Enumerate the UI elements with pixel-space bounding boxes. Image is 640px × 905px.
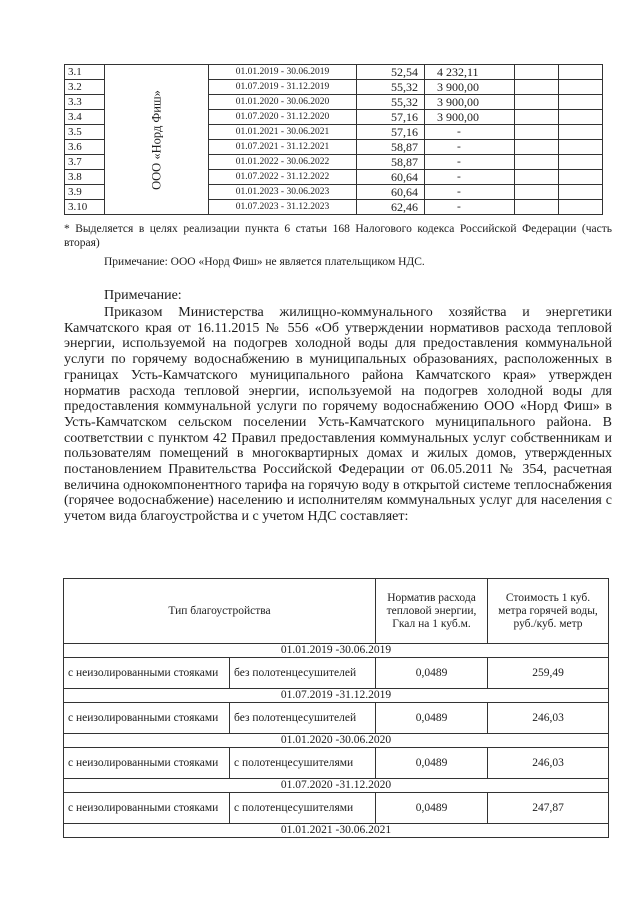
empty-cell [559,185,603,200]
towel-dryer-type: с полотенцесушителями [230,793,376,824]
table-row [64,748,609,779]
riser-type: с неизолированными стояками [64,703,230,734]
empty-cell [515,155,559,170]
row-number: 3.6 [65,140,105,155]
period: 01.01.2019 - 30.06.2019 [209,65,357,80]
period: 01.07.2020 - 31.12.2020 [209,110,357,125]
water-cost: 246,03 [488,703,609,734]
table-row [64,793,609,824]
vat-note: Примечание: ООО «Норд Фиш» не является плательщиком НДС. [104,256,425,268]
organization-cell [105,65,209,215]
period-row [64,644,609,658]
header-cost: Стоимость 1 куб. метра горячей воды, руб./куб. метр [488,579,609,644]
period-label: 01.07.2019 -31.12.2019 [64,689,609,703]
period-row [64,824,609,838]
period-label: 01.01.2019 -30.06.2019 [64,644,609,658]
water-cost: 246,03 [488,748,609,779]
empty-cell [559,125,603,140]
header-type: Тип благоустройства [64,579,376,644]
empty-cell [559,65,603,80]
period: 01.07.2021 - 31.12.2021 [209,140,357,155]
period-label: 01.07.2020 -31.12.2020 [64,779,609,793]
water-cost: 247,87 [488,793,609,824]
remark-paragraph: Приказом Министерства жилищно-коммунального хозяйства и энергетики Камчатского края от 16.11.2015 № 556 «Об утверждении нормативов расхода тепловой энергии, используемой на подогрев холодной воды для предоставления коммунальной услуги по горячему водоснабжению в муниципальных образованиях, расположенных в границах Усть-Камчатского муниципального района Камчатского края» утвержден норматив расхода тепловой энергии, используемой на подогрев холодной воды для предоставления коммунальной услуги по горячему водоснабжению ООО «Норд Фиш» в Усть-Камчатском сельском поселении Усть-Камчатского муниципального района. В соответствии с пунктом 42 Правил предоставления коммунальных услуг собственникам и пользователям помещений в многоквартирных домах и жилых домов, утвержденных постановлением Правительства Российской Федерации от 06.05.2011 № 354, расчетная величина однокомпонентного тарифа на горячую воду в открытой системе теплоснабжения (горячее водоснабжение) населению и исполнителям коммунальных услуг для населения с учетом вида благоустройства и с учетом НДС составляет: [64,305,612,525]
empty-cell [515,95,559,110]
period: 01.07.2023 - 31.12.2023 [209,200,357,215]
empty-cell [515,80,559,95]
tariff-value-secondary: - [425,185,515,200]
empty-cell [515,185,559,200]
period: 01.01.2021 - 30.06.2021 [209,125,357,140]
empty-cell [515,200,559,215]
period-label: 01.01.2020 -30.06.2020 [64,734,609,748]
table-row [65,65,603,80]
empty-cell [559,140,603,155]
tariff-value: 60,64 [357,185,425,200]
row-number: 3.7 [65,155,105,170]
remark-title: Примечание: [104,288,182,303]
tariff-value-secondary: - [425,200,515,215]
towel-dryer-type: с полотенцесушителями [230,748,376,779]
period: 01.01.2020 - 30.06.2020 [209,95,357,110]
empty-cell [515,170,559,185]
row-number: 3.9 [65,185,105,200]
tariff-value: 60,64 [357,170,425,185]
tariff-value-secondary: 3 900,00 [425,80,515,95]
row-number: 3.10 [65,200,105,215]
tariff-value-secondary: 3 900,00 [425,95,515,110]
heat-norm: 0,0489 [376,748,488,779]
empty-cell [559,200,603,215]
empty-cell [559,155,603,170]
water-cost: 259,49 [488,658,609,689]
row-number: 3.2 [65,80,105,95]
riser-type: с неизолированными стояками [64,793,230,824]
row-number: 3.3 [65,95,105,110]
empty-cell [559,80,603,95]
tariff-value: 62,46 [357,200,425,215]
tariff-value: 57,16 [357,125,425,140]
tariff-value-secondary: - [425,170,515,185]
tariff-value: 57,16 [357,110,425,125]
tariff-value: 55,32 [357,80,425,95]
footnote: * Выделяется в целях реализации пункта 6 статьи 168 Налогового кодекса Российской Федерации (часть вторая) [64,223,612,249]
table-row [64,703,609,734]
tariff-value: 58,87 [357,155,425,170]
period: 01.01.2023 - 30.06.2023 [209,185,357,200]
row-number: 3.8 [65,170,105,185]
row-number: 3.1 [65,65,105,80]
period-row [64,734,609,748]
towel-dryer-type: без полотенцесушителей [230,658,376,689]
empty-cell [515,125,559,140]
row-number: 3.4 [65,110,105,125]
empty-cell [515,110,559,125]
tariff-value: 52,54 [357,65,425,80]
period: 01.01.2022 - 30.06.2022 [209,155,357,170]
empty-cell [515,65,559,80]
heat-norm: 0,0489 [376,658,488,689]
hot-water-cost-table [63,578,609,838]
tariff-value: 55,32 [357,95,425,110]
riser-type: с неизолированными стояками [64,658,230,689]
tariff-value: 58,87 [357,140,425,155]
tariff-value-secondary: - [425,140,515,155]
period: 01.07.2019 - 31.12.2019 [209,80,357,95]
organization-name: ООО «Норд Фиш» [149,89,163,190]
tariff-value-secondary: 4 232,11 [425,65,515,80]
period-row [64,779,609,793]
empty-cell [559,170,603,185]
period-label: 01.01.2021 -30.06.2021 [64,824,609,838]
tariff-value-secondary: 3 900,00 [425,110,515,125]
tariff-value-secondary: - [425,155,515,170]
tariff-table [64,64,603,215]
table-row [64,658,609,689]
header-row [64,579,609,644]
empty-cell [559,110,603,125]
heat-norm: 0,0489 [376,703,488,734]
empty-cell [559,95,603,110]
riser-type: с неизолированными стояками [64,748,230,779]
period-row [64,689,609,703]
empty-cell [515,140,559,155]
row-number: 3.5 [65,125,105,140]
period: 01.07.2022 - 31.12.2022 [209,170,357,185]
tariff-value-secondary: - [425,125,515,140]
heat-norm: 0,0489 [376,793,488,824]
header-norm: Норматив расхода тепловой энергии, Гкал на 1 куб.м. [376,579,488,644]
towel-dryer-type: без полотенцесушителей [230,703,376,734]
